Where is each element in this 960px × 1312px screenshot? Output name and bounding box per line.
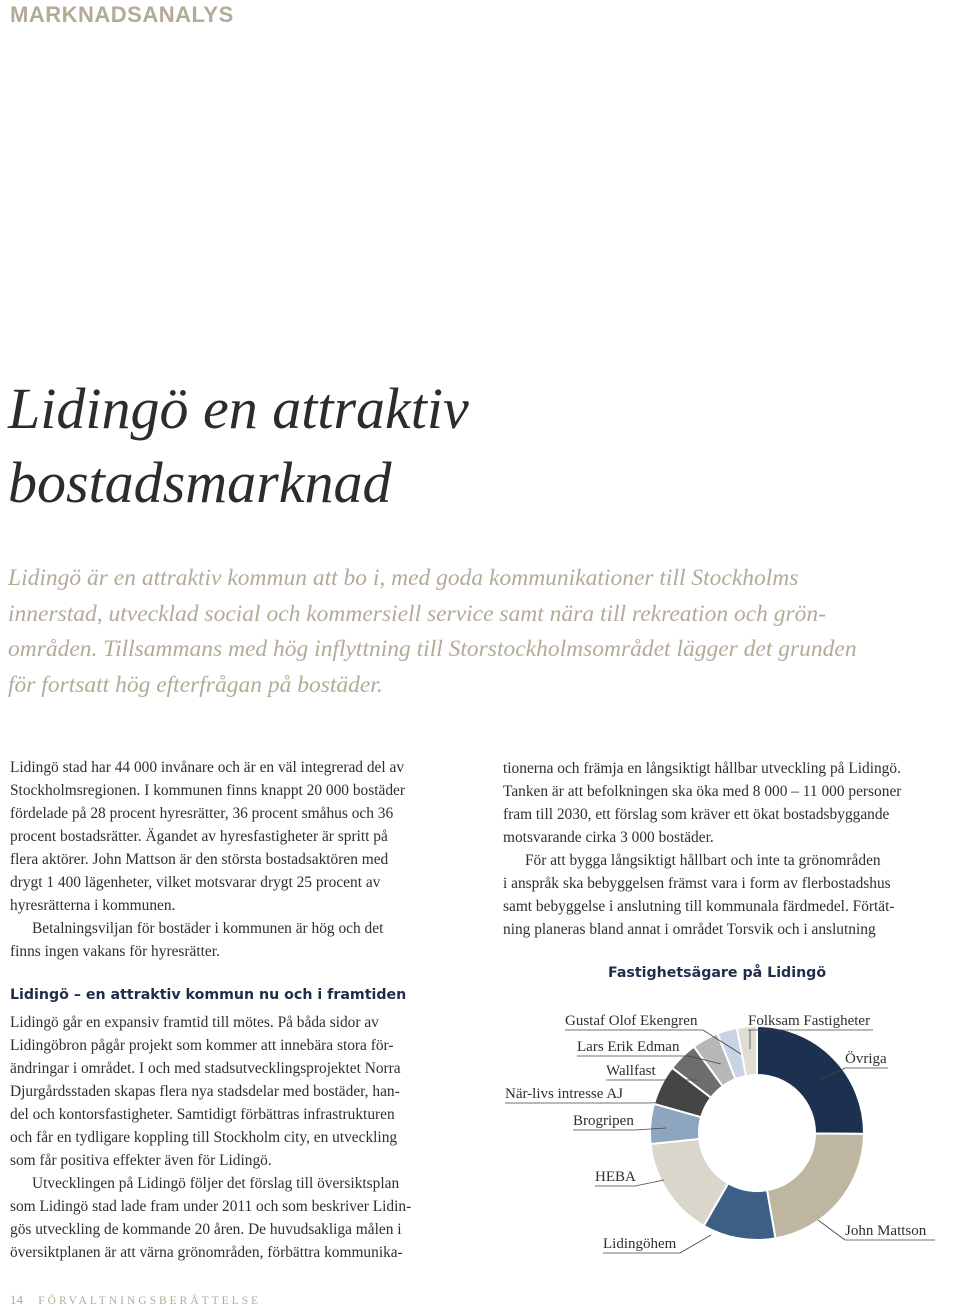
text-line: ändringar i området. I och med stadsutvecklingsprojektet Norra bbox=[10, 1060, 401, 1077]
label-lidingohem: Lidingöhem bbox=[603, 1236, 677, 1252]
footer-section-name: FÖRVALTNINGSBERÄTTELSE bbox=[38, 1295, 262, 1307]
intro-line: för fortsatt hög efterfrågan på bostäder. bbox=[8, 671, 383, 698]
text-line: motsvarande cirka 3 000 bostäder. bbox=[503, 829, 714, 846]
text-line: som Lidingö stad lade fram under 2011 och som beskriver Lidin- bbox=[10, 1198, 412, 1215]
text-line: gös utveckling de kommande 20 åren. De huvudsakliga målen i bbox=[10, 1221, 402, 1238]
page-number: 14 bbox=[10, 1292, 23, 1307]
label-lars-erik-edman: Lars Erik Edman bbox=[577, 1039, 680, 1055]
label-john-mattson: John Mattson bbox=[845, 1223, 927, 1239]
text-line: översiktplanen är att värna grönområden, förbättra kommunika- bbox=[10, 1244, 403, 1261]
intro-line: Lidingö är en attraktiv kommun att bo i, med goda kommunikationer till Stockholms bbox=[8, 565, 799, 591]
text-line: tionerna och främja en långsiktigt hållbar utveckling på Lidingö. bbox=[503, 760, 901, 777]
text-line: Tanken är att befolkningen ska öka med 8 000 – 11 000 personer bbox=[503, 783, 902, 800]
section-label: MARKNADSANALYS bbox=[10, 2, 234, 27]
chart-label-heba bbox=[595, 1169, 664, 1186]
label-gustaf-olof-ekengren: Gustaf Olof Ekengren bbox=[565, 1013, 698, 1029]
intro-line: innerstad, utvecklad social och kommersiell service samt nära till rekreation och grön- bbox=[8, 600, 826, 627]
text-line: procent bostadsrätter. Ägandet av hyresfastigheter är spritt på bbox=[10, 828, 388, 845]
leader-line bbox=[818, 1220, 845, 1240]
label-folksam-fastigheter: Folksam Fastigheter bbox=[748, 1013, 871, 1029]
donut-slices bbox=[650, 1026, 864, 1240]
label-nar-livs-intresse-aj: När-livs intresse AJ bbox=[505, 1086, 624, 1102]
text-line: del och kontorsfastigheter. Samtidigt förbättras infrastrukturen bbox=[10, 1106, 395, 1123]
label-ovriga: Övriga bbox=[845, 1051, 887, 1067]
chart-label-lidingohem bbox=[603, 1235, 711, 1253]
text-line: Djurgårdsstaden skapas flera nya stadsdelar med bostäder, han- bbox=[10, 1083, 400, 1100]
title-line: bostadsmarknad bbox=[8, 450, 392, 515]
page-footer bbox=[10, 1292, 261, 1308]
section-subheading: Lidingö – en attraktiv kommun nu och i framtiden bbox=[10, 987, 407, 1003]
text-line: och får en tydligare koppling till Stockholm city, en utveckling bbox=[10, 1129, 398, 1146]
text-line: Lidingö går en expansiv framtid till mötes. På båda sidor av bbox=[10, 1014, 379, 1031]
leader-line bbox=[635, 1180, 664, 1186]
text-line: fram till 2030, ett förslag som kräver ett ökat bostadsbyggande bbox=[503, 806, 890, 823]
text-line: som får positiva effekter även för Lidingö. bbox=[10, 1152, 272, 1169]
donut-slice-john-mattson bbox=[757, 1026, 864, 1134]
label-brogripen: Brogripen bbox=[573, 1113, 634, 1129]
chart-title: Fastighetsägare på Lidingö bbox=[608, 965, 827, 981]
text-line: ning planeras bland annat i området Torsvik och i anslutning bbox=[503, 921, 876, 938]
text-line: samt bebyggelse i anslutning till kommunala färdmedel. Förtät- bbox=[503, 898, 895, 915]
text-line: fördelade på 28 procent hyresrätter, 36 procent småhus och 36 bbox=[10, 805, 394, 822]
text-line: i anspråk ska bebyggelsen främst vara i form av flerbostadshus bbox=[503, 875, 891, 892]
text-line: Lidingöbron pågår projekt som kommer att innebära stora för- bbox=[10, 1037, 394, 1054]
text-line: hyresrätterna i kommunen. bbox=[10, 897, 176, 914]
text-line: flera aktörer. John Mattson är den största bostadsaktören med bbox=[10, 851, 389, 868]
label-heba: HEBA bbox=[595, 1169, 636, 1185]
leader-line bbox=[680, 1235, 711, 1253]
title-line: Lidingö en attraktiv bbox=[8, 376, 469, 441]
text-line: Stockholmsregionen. I kommunen finns knappt 20 000 bostäder bbox=[10, 782, 405, 799]
text-line: Lidingö stad har 44 000 invånare och är en väl integrerad del av bbox=[10, 759, 405, 776]
label-wallfast: Wallfast bbox=[606, 1063, 656, 1079]
text-line: drygt 1 400 lägenheter, vilket motsvarar drygt 25 procent av bbox=[10, 874, 381, 891]
text-line: Utvecklingen på Lidingö följer det förslag till översiktsplan bbox=[32, 1175, 400, 1192]
text-line: Betalningsviljan för bostäder i kommunen är hög och det bbox=[32, 920, 384, 937]
chart-label-narlivs bbox=[505, 1086, 680, 1103]
text-line: För att bygga långsiktigt hållbart och inte ta grönområden bbox=[525, 852, 881, 869]
intro-line: områden. Tillsammans med hög inflyttning till Storstockholmsområdet lägger det grunden bbox=[8, 636, 857, 662]
chart-label-john bbox=[818, 1220, 935, 1240]
text-line: finns ingen vakans för hyresrätter. bbox=[10, 943, 220, 960]
